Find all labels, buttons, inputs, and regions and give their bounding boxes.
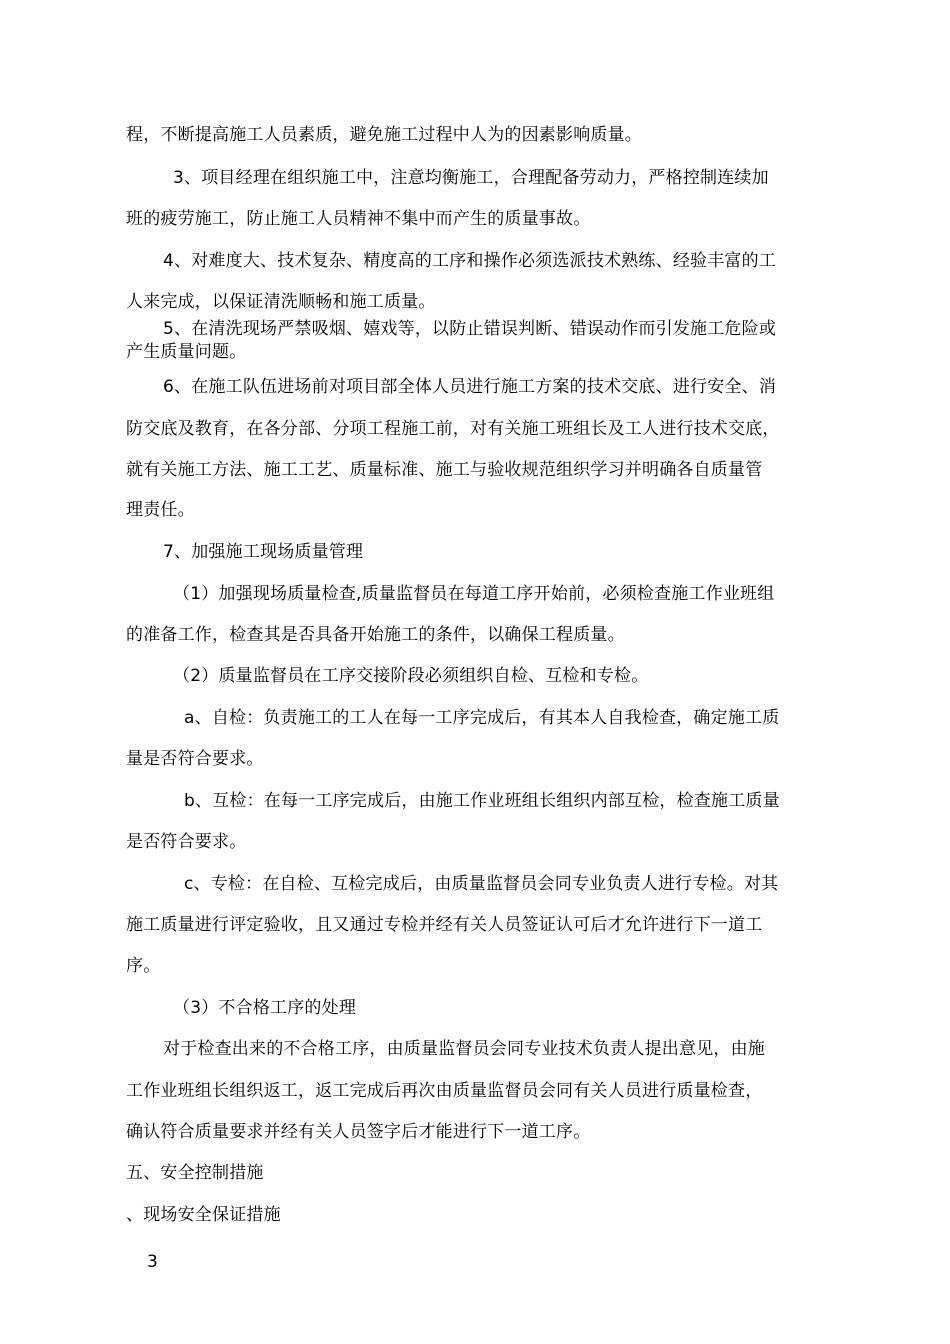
section-heading: （3）不合格工序的处理	[173, 998, 357, 1018]
text-line: 的准备工作，检查其是否具备开始施工的条件，以确保工程质量。	[126, 625, 625, 645]
text-line: 工作业班组长组织返工，返工完成后再次由质量监督员会同有关人员进行质量检查，	[126, 1081, 763, 1101]
section-heading: 五、安全控制措施	[126, 1163, 264, 1183]
text-line: 施工质量进行评定验收，且又通过专检并经有关人员签证认可后才允许进行下一道工	[126, 915, 763, 935]
page-number: 3	[147, 1252, 158, 1272]
section-heading: 、现场安全保证措施	[126, 1205, 281, 1225]
text-line: 对于检查出来的不合格工序，由质量监督员会同专业技术负责人提出意见，由施	[163, 1039, 765, 1059]
text-line: c、专检：在自检、互检完成后，由质量监督员会同专业负责人进行专检。对其	[184, 874, 779, 894]
text-line: 产生质量问题。	[126, 342, 247, 362]
text-line: b、互检：在每一工序完成后，由施工作业班组长组织内部互检，检查施工质量	[184, 791, 780, 811]
text-line: 人来完成，以保证清洗顺畅和施工质量。	[126, 292, 436, 312]
text-line: 量是否符合要求。	[126, 749, 264, 769]
text-line: 理责任。	[126, 500, 195, 520]
text-line: 班的疲劳施工，防止施工人员精神不集中而产生的质量事故。	[126, 209, 591, 229]
text-line: 3、项目经理在组织施工中，注意均衡施工，合理配备劳动力，严格控制连续加	[173, 168, 769, 188]
text-line: （1）加强现场质量检查,质量监督员在每道工序开始前，必须检查施工作业班组	[173, 584, 775, 604]
text-line: 是否符合要求。	[126, 832, 247, 852]
text-line: （2）质量监督员在工序交接阶段必须组织自检、互检和专检。	[173, 666, 649, 686]
text-line: a、自检：负责施工的工人在每一工序完成后，有其本人自我检查，确定施工质	[184, 708, 780, 728]
text-line: 确认符合质量要求并经有关人员签字后才能进行下一道工序。	[126, 1122, 591, 1142]
text-line: 防交底及教育，在各分部、分项工程施工前，对有关施工班组长及工人进行技术交底，	[126, 419, 780, 439]
text-line: 6、在施工队伍进场前对项目部全体人员进行施工方案的技术交底、进行安全、消	[163, 377, 777, 397]
text-line: 程，不断提高施工人员素质，避免施工过程中人为的因素影响质量。	[126, 125, 642, 145]
section-heading: 7、加强施工现场质量管理	[163, 542, 364, 562]
text-line: 序。	[126, 956, 161, 976]
text-line: 4、对难度大、技术复杂、精度高的工序和操作必须选派技术熟练、经验丰富的工	[163, 251, 777, 271]
text-line: 就有关施工方法、施工工艺、质量标准、施工与验收规范组织学习并明确各自质量管	[126, 460, 763, 480]
text-line: 5、在清洗现场严禁吸烟、嬉戏等，以防止错误判断、错误动作而引发施工危险或	[163, 319, 777, 339]
